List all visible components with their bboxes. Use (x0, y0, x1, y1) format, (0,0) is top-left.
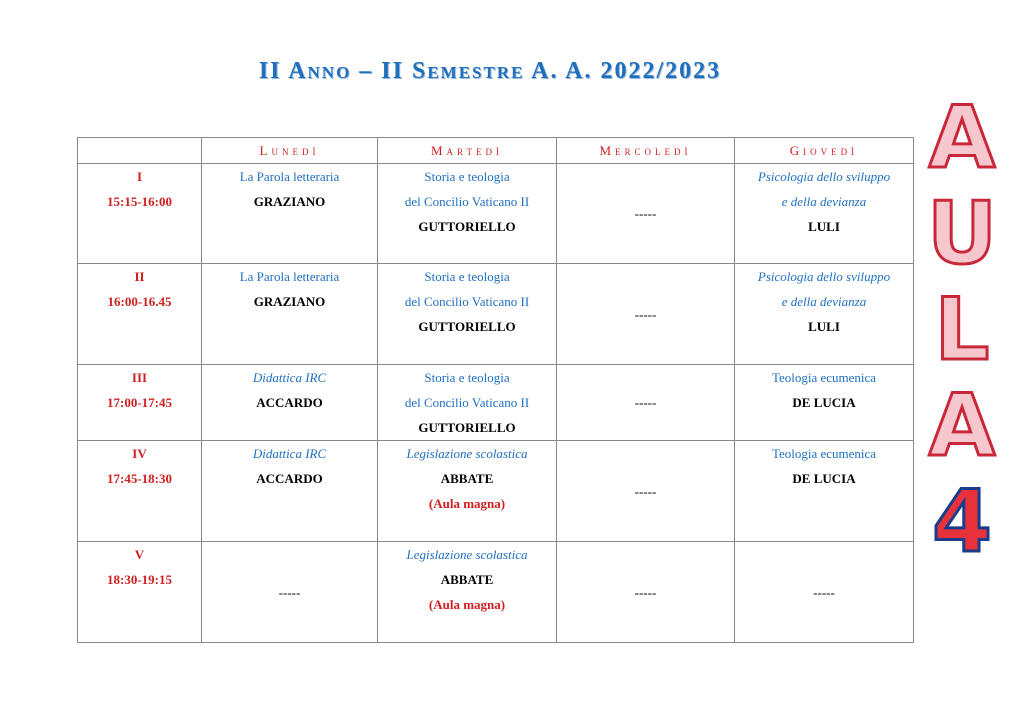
course-title: Psicologia dello sviluppo (757, 269, 891, 284)
aula-letter: A (928, 376, 996, 476)
course-title: Teologia ecumenica (771, 446, 877, 461)
course-title: Legislazione scolastica (406, 547, 528, 562)
page-title: II Anno – II Semestre A. A. 2022/2023 (258, 58, 722, 84)
schedule-cell (735, 441, 914, 542)
table-row (78, 164, 914, 264)
slot-number: IV (132, 446, 147, 461)
time-slot-cell (78, 365, 202, 441)
schedule-cell (735, 264, 914, 365)
course-title: e della devianza (781, 294, 867, 309)
slot-number: II (134, 269, 145, 284)
slot-number: V (134, 547, 145, 562)
slot-number: I (136, 169, 143, 184)
schedule-cell (202, 264, 378, 365)
teacher-name: GUTTORIELLO (418, 420, 516, 435)
slot-time: 17:45-18:30 (107, 471, 172, 486)
course-title: Legislazione scolastica (406, 446, 528, 461)
course-title: e della devianza (781, 194, 867, 209)
slot-number: III (131, 370, 148, 385)
course-title: del Concilio Vaticano II (404, 194, 530, 209)
teacher-name: LULI (808, 219, 840, 234)
course-title: La Parola letteraria (239, 169, 340, 184)
teacher-name: DE LUCIA (792, 471, 856, 486)
slot-time: 16:00-16.45 (107, 294, 172, 309)
day-header-thursday: Giovedì (735, 138, 914, 164)
schedule-cell (202, 164, 378, 264)
time-slot-cell (78, 441, 202, 542)
teacher-name: ACCARDO (256, 395, 323, 410)
schedule-cell (202, 441, 378, 542)
teacher-name: LULI (808, 319, 840, 334)
schedule-cell: ----- (557, 542, 735, 643)
table-row (78, 542, 914, 643)
schedule-cell (735, 164, 914, 264)
course-title: del Concilio Vaticano II (404, 294, 530, 309)
schedule-cell: ----- (735, 542, 914, 643)
header-row (78, 138, 914, 164)
schedule-cell (378, 164, 557, 264)
aula-letter: A (928, 88, 996, 188)
course-title: Storia e teologia (424, 370, 510, 385)
room-note: (Aula magna) (428, 496, 506, 511)
schedule-cell: ----- (557, 441, 735, 542)
schedule-cell: ----- (202, 542, 378, 643)
course-title: del Concilio Vaticano II (404, 395, 530, 410)
teacher-name: GRAZIANO (253, 294, 326, 309)
table-row (78, 264, 914, 365)
time-slot-cell (78, 542, 202, 643)
schedule-cell (202, 365, 378, 441)
schedule-cell: ----- (557, 264, 735, 365)
aula-label (922, 90, 1002, 570)
teacher-name: GRAZIANO (253, 194, 326, 209)
teacher-name: GUTTORIELLO (418, 219, 516, 234)
course-title: Storia e teologia (424, 169, 510, 184)
day-header-tuesday: Martedì (378, 138, 557, 164)
course-title: Storia e teologia (424, 269, 510, 284)
table-row (78, 365, 914, 441)
slot-time: 15:15-16:00 (107, 194, 172, 209)
course-title: Didattica IRC (252, 370, 327, 385)
aula-letter: U (927, 184, 997, 284)
course-title: La Parola letteraria (239, 269, 340, 284)
slot-time: 18:30-19:15 (107, 572, 172, 587)
slot-time: 17:00-17:45 (107, 395, 172, 410)
day-header-monday: Lunedì (202, 138, 378, 164)
schedule-cell (378, 264, 557, 365)
day-header-wednesday: Mercoledì (557, 138, 735, 164)
course-title: Psicologia dello sviluppo (757, 169, 891, 184)
teacher-name: ABBATE (440, 471, 494, 486)
course-title: Teologia ecumenica (771, 370, 877, 385)
room-note: (Aula magna) (428, 597, 506, 612)
teacher-name: ABBATE (440, 572, 494, 587)
course-title: Didattica IRC (252, 446, 327, 461)
schedule-cell (378, 441, 557, 542)
time-slot-cell (78, 264, 202, 365)
teacher-name: DE LUCIA (792, 395, 856, 410)
schedule-cell (735, 365, 914, 441)
schedule-cell: ----- (557, 365, 735, 441)
teacher-name: ACCARDO (256, 471, 323, 486)
table-row (78, 441, 914, 542)
aula-number: 4 (932, 472, 992, 572)
teacher-name: GUTTORIELLO (418, 319, 516, 334)
time-slot-cell (78, 164, 202, 264)
schedule-cell: ----- (557, 164, 735, 264)
schedule-cell (378, 365, 557, 441)
aula-letter: L (934, 280, 990, 380)
schedule-cell (378, 542, 557, 643)
schedule-table (77, 137, 914, 643)
header-empty-cell (78, 138, 202, 164)
